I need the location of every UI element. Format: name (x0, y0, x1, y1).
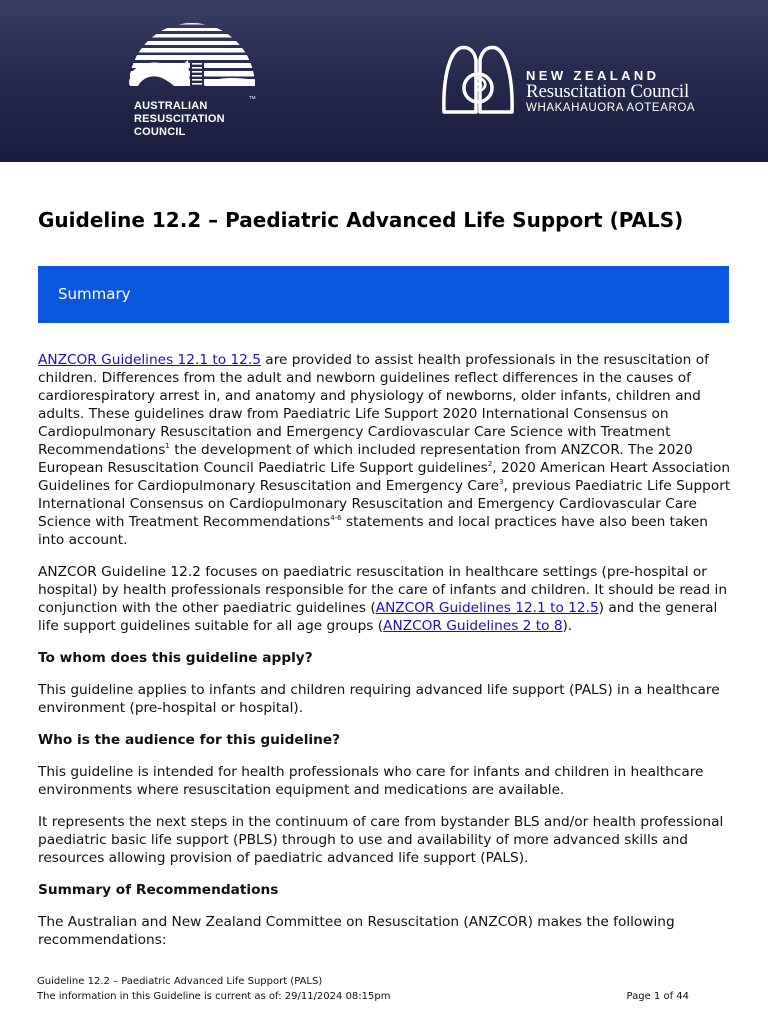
nzrc-logo-line2: Resuscitation Council (526, 81, 690, 102)
focus-paragraph (38, 563, 738, 635)
nzrc-logo-line1: NEW ZEALAND (526, 68, 660, 83)
recommendations-paragraph: The Australian and New Zealand Committee on Resuscitation (ANZCOR) makes the following recommendations: (38, 914, 675, 948)
footer-title: Guideline 12.2 – Paediatric Advanced Life Support (PALS) (37, 976, 323, 987)
paragraph-text: the development of which included representation from ANZCOR. The 2020 European Resuscitation Council Paediatric Life Support guidelines (38, 442, 693, 476)
paragraph-text: , 2020 American Heart Association Guidelines for Cardiopulmonary Resuscitation and Emergency Care (38, 460, 731, 494)
summary-banner (38, 266, 729, 323)
paragraph-text: ). (562, 618, 573, 634)
nzrc-logo-text (526, 68, 695, 115)
arc-logo-line: COUNCIL (134, 126, 186, 138)
reference-superscript: 3 (499, 478, 504, 486)
page-header (0, 0, 768, 162)
section-heading: Who is the audience for this guideline? (38, 732, 341, 748)
paragraph-text: ANZCOR Guideline 12.2 focuses on paediatric resuscitation in healthcare settings (pre-hospital or hospital) by health professionals responsible for the care of infants and children. It should be read in conjunction with the other paediatric guidelines ( (38, 564, 727, 616)
australian-resuscitation-council-logo (128, 20, 268, 145)
reference-superscript: 4-6 (330, 514, 342, 522)
page-footer (37, 974, 697, 1004)
anzcor-guidelines-2-to-8-link[interactable]: ANZCOR Guidelines 2 to 8 (383, 618, 563, 634)
anzcor-guidelines-12-link[interactable]: ANZCOR Guidelines 12.1 to 12.5 (38, 352, 261, 368)
section-heading: To whom does this guideline apply? (38, 650, 313, 666)
continuum-paragraph: It represents the next steps in the continuum of care from bystander BLS and/or health professional paediatric basic life support (PBLS) through to use and availability of more advanced skills and resources allowing provision of paediatric advanced life support (PALS). (38, 814, 724, 866)
reference-superscript: 2 (487, 460, 493, 468)
audience-paragraph: This guideline is intended for health professionals who care for infants and children in healthcare environments where resuscitation equipment and medications are available. (38, 764, 704, 798)
arc-logo-text (134, 100, 225, 139)
footer-currency: The information in this Guideline is current as of: 29/11/2024 08:15pm (37, 991, 391, 1002)
nzrc-logo-line3: WHAKAHAUORA AOTEAROA (526, 102, 696, 114)
arc-logo-line: RESUSCITATION (134, 113, 225, 125)
paragraph-text: ) and the general life support guidelines suitable for all age groups ( (38, 600, 718, 634)
paragraph-text: are provided to assist health professionals in the resuscitation of children. Differences from the adult and newborn guidelines reflect differences in the causes of cardiorespiratory arrest in, and anatomy and physiology of newborns, older infants, children and adults. These guidelines draw from Paediatric Life Support 2020 International Consensus on Cardiopulmonary Resuscitation and Emergency Cardiovascular Care Science with Treatment Recommendations (38, 352, 709, 458)
new-zealand-resuscitation-council-logo (440, 42, 740, 122)
section-heading: Summary of Recommendations (38, 882, 279, 898)
page-title: Guideline 12.2 – Paediatric Advanced Life Support (PALS) (38, 208, 684, 232)
paragraph-text: , previous Paediatric Life Support International Consensus on Cardiopulmonary Resuscitation and Emergency Cardiovascular Care Science with Treatment Recommendations (38, 478, 731, 530)
summary-label: Summary (58, 285, 131, 303)
lungs-koru-icon (440, 42, 520, 122)
anzcor-guidelines-12-link[interactable]: ANZCOR Guidelines 12.1 to 12.5 (375, 600, 599, 616)
page-number: Page 1 of 44 (626, 991, 689, 1002)
reference-superscript: 1 (165, 442, 170, 450)
paragraph-text: statements and local practices have also been taken into account. (38, 514, 708, 548)
document-body (38, 351, 738, 963)
arc-logo-line: AUSTRALIAN (134, 100, 208, 112)
apply-paragraph: This guideline applies to infants and children requiring advanced life support (PALS) in a healthcare environment (pre-hospital or hospital). (38, 682, 720, 716)
svg-text:TM: TM (249, 95, 256, 100)
intro-paragraph (38, 351, 738, 549)
